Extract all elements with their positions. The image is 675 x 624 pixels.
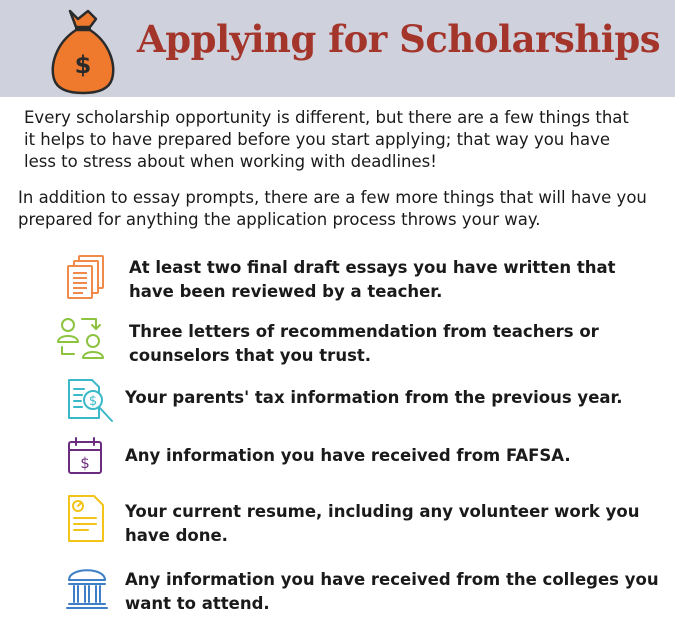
- checklist-item-letters: [129, 320, 599, 368]
- checklist-line: Your current resume, including any volunteer work you: [125, 502, 640, 521]
- intro-line: Every scholarship opportunity is different, but there are a few things that: [24, 108, 629, 127]
- intro-paragraph-1: [24, 107, 629, 173]
- calendar-dollar-icon: [66, 435, 106, 477]
- checklist-line: Any information you have received from FAFSA.: [125, 446, 571, 465]
- checklist-line: have been reviewed by a teacher.: [129, 282, 443, 301]
- svg-text:$: $: [74, 51, 92, 79]
- resume-icon: [66, 494, 106, 544]
- college-building-icon: [66, 564, 108, 610]
- checklist-line: want to attend.: [125, 594, 270, 613]
- checklist-item-essays: [129, 256, 616, 304]
- intro-line: less to stress about when working with deadlines!: [24, 152, 437, 171]
- checklist-line: Any information you have received from the colleges you: [125, 570, 659, 589]
- intro-line: prepared for anything the application process throws your way.: [18, 210, 541, 229]
- checklist-item-tax: [125, 386, 623, 410]
- checklist-item-fafsa: [125, 444, 571, 468]
- people-icon: [56, 316, 108, 360]
- checklist-item-resume: [125, 500, 639, 548]
- svg-text:$: $: [80, 454, 90, 472]
- svg-text:$: $: [88, 394, 98, 409]
- checklist-line: Three letters of recommendation from teachers or: [129, 322, 599, 341]
- tax-document-search-icon: [66, 378, 118, 428]
- header-banner: [0, 0, 675, 97]
- checklist-line: At least two final draft essays you have written that: [129, 258, 616, 277]
- checklist-item-colleges: [125, 568, 659, 616]
- money-bag-icon: [48, 5, 118, 95]
- checklist-line: counselors that you trust.: [129, 346, 372, 365]
- page-title: Applying for Scholarships: [137, 17, 661, 61]
- checklist-line: Your parents' tax information from the previous year.: [125, 388, 623, 407]
- checklist-line: have done.: [125, 526, 228, 545]
- intro-line: it helps to have prepared before you start applying; that way you have: [24, 130, 610, 149]
- intro-paragraph-2: [18, 187, 647, 231]
- documents-icon: [63, 254, 107, 302]
- intro-line: In addition to essay prompts, there are a few more things that will have you: [18, 188, 647, 207]
